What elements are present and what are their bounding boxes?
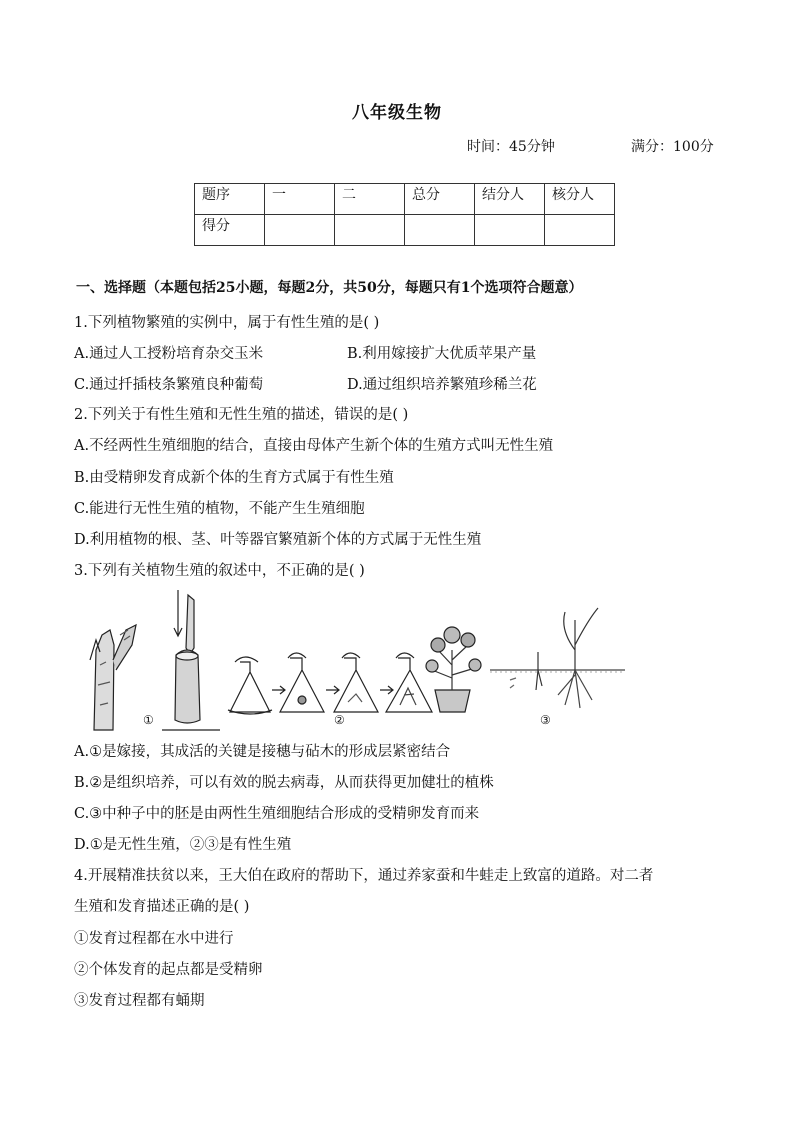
exam-time: 时间：45分钟 xyxy=(467,139,555,155)
question-3-stem: 3.下列有关植物生殖的叙述中，不正确的是( ) xyxy=(74,563,365,579)
score-cell[interactable] xyxy=(335,215,405,246)
question-4-stem-line-1: 4.开展精准扶贫以来，王大伯在政府的帮助下，通过养家蚕和牛蛙走上致富的道路。对二者 xyxy=(74,868,654,884)
page-title: 八年级生物 xyxy=(352,103,442,123)
header-cell: 结分人 xyxy=(475,184,545,215)
header-cell: 总分 xyxy=(405,184,475,215)
header-cell: 二 xyxy=(335,184,405,215)
section-heading: 一、选择题（本题包括25小题，每题2分，共50分，每题只有1个选项符合题意） xyxy=(76,280,583,296)
question-4-stem-line-2: 生殖和发育描述正确的是( ) xyxy=(74,899,250,915)
table-row xyxy=(195,215,615,246)
question-2-option-a: A.不经两性生殖细胞的结合，直接由母体产生新个体的生殖方式叫无性生殖 xyxy=(74,438,554,454)
question-4-statement-1: ①发育过程都在水中进行 xyxy=(74,931,234,947)
figure-label-1: ① xyxy=(143,713,154,727)
row-label: 得分 xyxy=(195,215,265,246)
question-1-option-c: C.通过扦插枝条繁殖良种葡萄 xyxy=(74,377,264,393)
table-row xyxy=(195,184,615,215)
score-cell[interactable] xyxy=(475,215,545,246)
figure-label-2: ② xyxy=(334,713,345,727)
question-2-option-c: C.能进行无性生殖的植物，不能产生生殖细胞 xyxy=(74,501,365,517)
question-3-option-c: C.③中种子中的胚是由两性生殖细胞结合形成的受精卵发育而来 xyxy=(74,806,480,822)
question-3-option-b: B.②是组织培养，可以有效的脱去病毒，从而获得更加健壮的植株 xyxy=(74,775,494,791)
question-1-stem: 1.下列植物繁殖的实例中，属于有性生殖的是( ) xyxy=(74,315,380,331)
question-2-option-b: B.由受精卵发育成新个体的生育方式属于有性生殖 xyxy=(74,470,394,486)
question-4-statement-3: ③发育过程都有蛹期 xyxy=(74,993,205,1009)
score-cell[interactable] xyxy=(405,215,475,246)
question-3-option-a: A.①是嫁接，其成活的关键是接穗与砧木的形成层紧密结合 xyxy=(74,744,451,760)
score-table xyxy=(194,183,615,246)
header-cell: 题序 xyxy=(195,184,265,215)
question-2-option-d: D.利用植物的根、茎、叶等器官繁殖新个体的方式属于无性生殖 xyxy=(74,532,482,548)
full-score: 满分：100分 xyxy=(631,139,714,155)
header-cell: 核分人 xyxy=(545,184,615,215)
score-cell[interactable] xyxy=(545,215,615,246)
question-4-statement-2: ②个体发育的起点都是受精卵 xyxy=(74,962,263,978)
question-2-stem: 2.下列关于有性生殖和无性生殖的描述，错误的是( ) xyxy=(74,407,409,423)
figure-label-3: ③ xyxy=(540,713,551,727)
score-cell[interactable] xyxy=(265,215,335,246)
question-1-option-b: B.利用嫁接扩大优质苹果产量 xyxy=(347,346,537,362)
question-1-option-d: D.通过组织培养繁殖珍稀兰花 xyxy=(347,377,537,393)
question-3-option-d: D.①是无性生殖，②③是有性生殖 xyxy=(74,837,292,853)
header-cell: 一 xyxy=(265,184,335,215)
question-1-option-a: A.通过人工授粉培育杂交玉米 xyxy=(74,346,264,362)
